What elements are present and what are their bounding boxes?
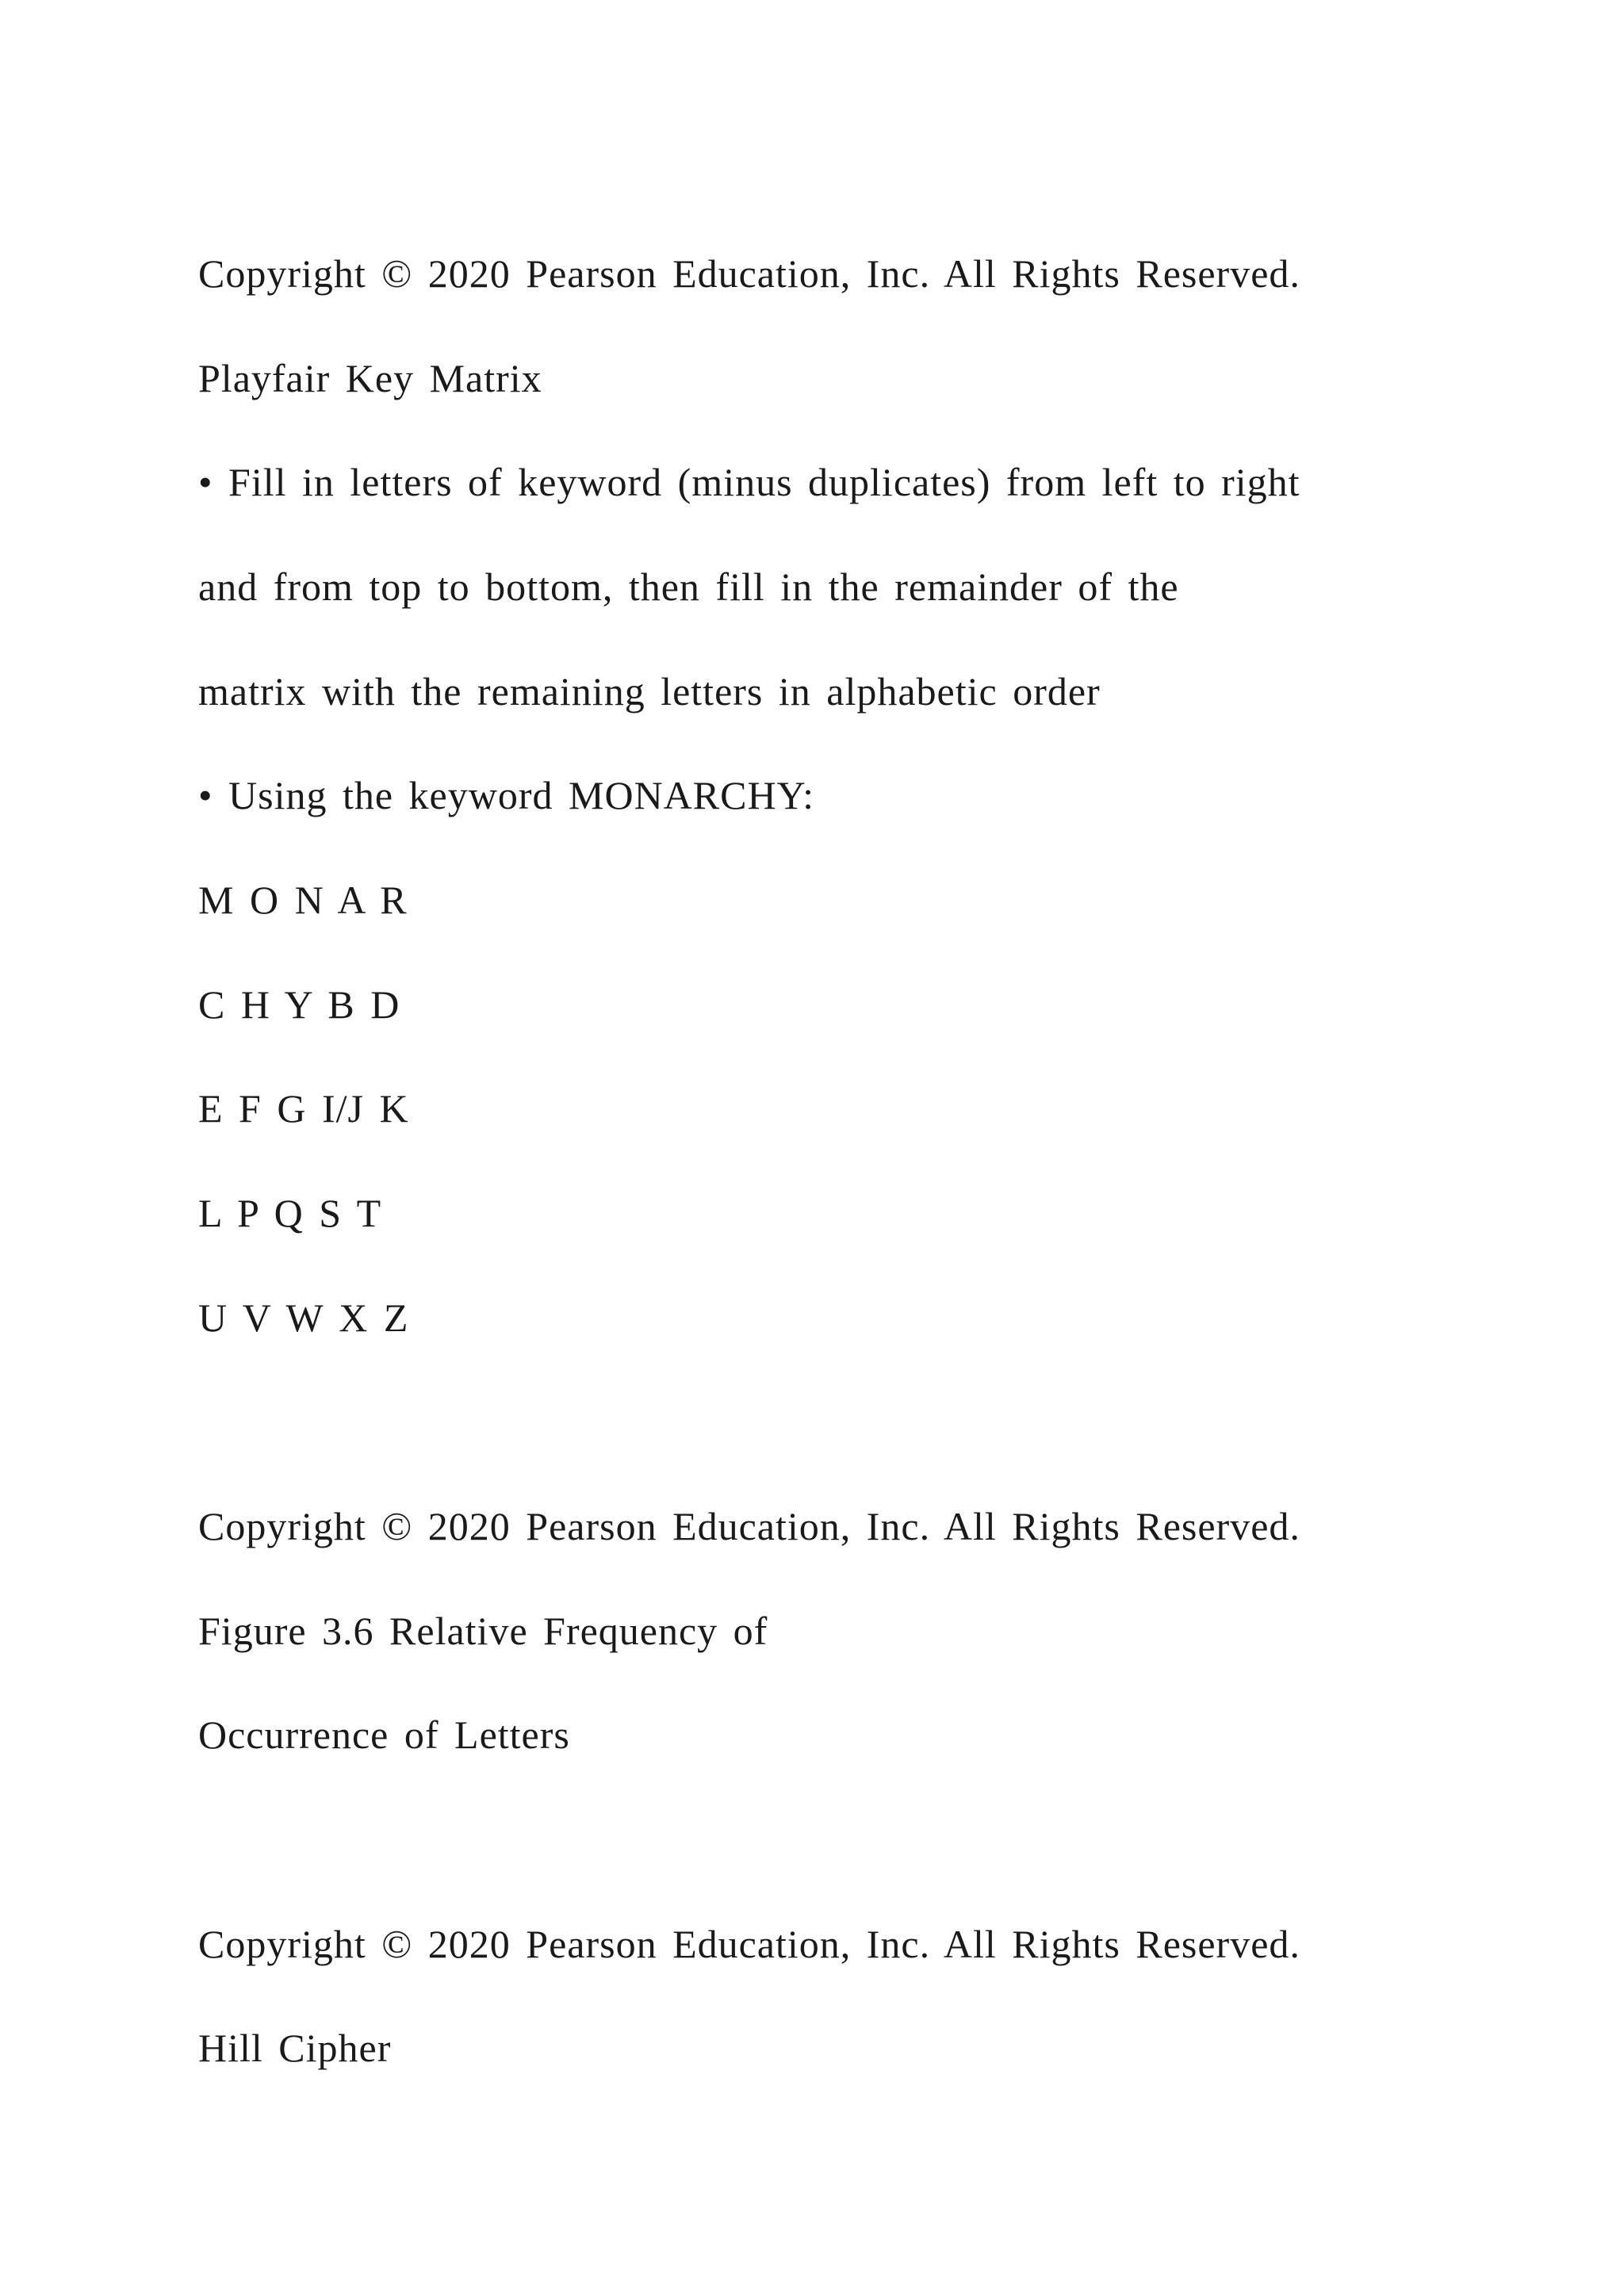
section-title-hill-cipher: Hill Cipher	[198, 2026, 392, 2070]
bullet-fill-line-1: • Fill in letters of keyword (minus duplicates) from left to right	[198, 460, 1300, 504]
copyright-line: Copyright © 2020 Pearson Education, Inc. All Rights Reserved.	[198, 251, 1300, 296]
bullet-fill-line-3: matrix with the remaining letters in alphabetic order	[198, 669, 1101, 714]
matrix-row-1: M O N A R	[198, 878, 408, 922]
matrix-row-3: E F G I/J K	[198, 1086, 409, 1131]
copyright-line: Copyright © 2020 Pearson Education, Inc. All Rights Reserved.	[198, 1922, 1300, 1966]
bullet-fill-line-2: and from top to bottom, then fill in the remainder of the	[198, 564, 1179, 609]
figure-title-line-1: Figure 3.6 Relative Frequency of	[198, 1609, 768, 1653]
section-title-playfair: Playfair Key Matrix	[198, 356, 542, 400]
matrix-row-2: C H Y B D	[198, 982, 400, 1027]
figure-title-line-2: Occurrence of Letters	[198, 1712, 570, 1757]
copyright-line: Copyright © 2020 Pearson Education, Inc. All Rights Reserved.	[198, 1504, 1300, 1548]
bullet-keyword: • Using the keyword MONARCHY:	[198, 773, 814, 817]
matrix-row-5: U V W X Z	[198, 1295, 409, 1340]
matrix-row-4: L P Q S T	[198, 1191, 382, 1235]
